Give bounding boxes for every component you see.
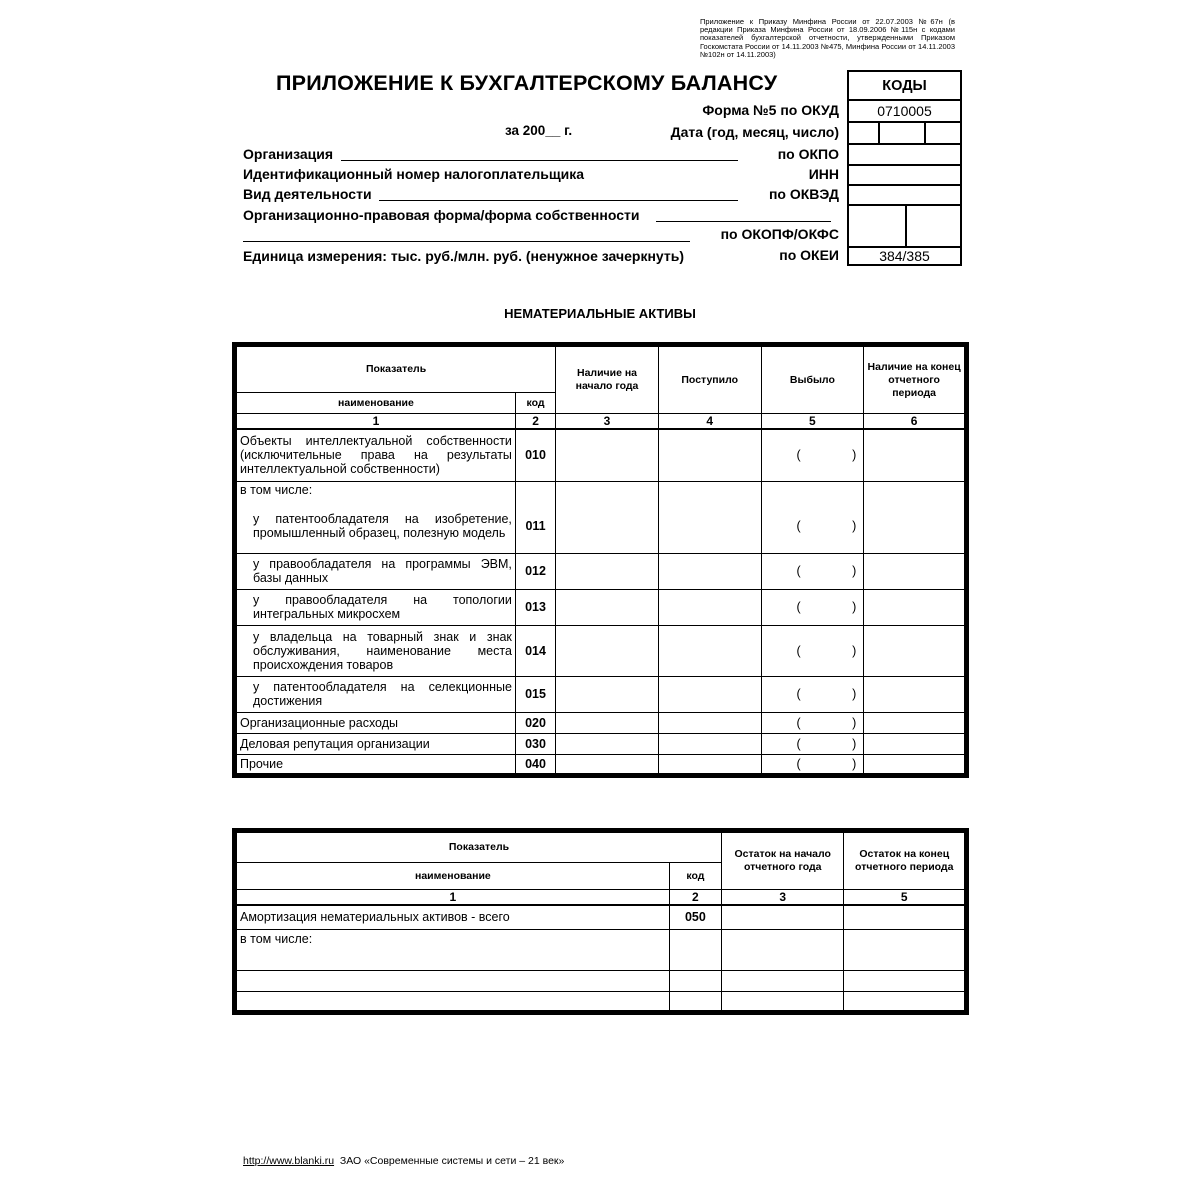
codes-title: КОДЫ — [882, 78, 927, 94]
okpo-label: по ОКПО — [777, 146, 839, 162]
value-cell[interactable] — [556, 733, 659, 754]
table-row — [235, 625, 967, 676]
row-name: Объекты интеллектуальной собственности (исключительные права на результаты интеллектуальной собственности) — [235, 429, 516, 481]
code-header: код — [669, 863, 721, 890]
row-code: 030 — [515, 733, 555, 754]
row-code: 050 — [669, 905, 721, 929]
value-cell[interactable] — [658, 733, 761, 754]
value-cell[interactable] — [864, 754, 967, 775]
okei-code: 384/385 — [879, 248, 930, 264]
row-name: у правообладателя на программы ЭВМ, базы данных — [235, 553, 516, 589]
row-name: Прочие — [235, 754, 516, 775]
value-cell[interactable] — [761, 429, 864, 481]
value-cell[interactable] — [556, 676, 659, 712]
row-code: 013 — [515, 589, 555, 625]
okud-label: Форма №5 по ОКУД — [702, 102, 839, 118]
value-cell[interactable] — [556, 754, 659, 775]
value-cell[interactable] — [864, 429, 967, 481]
paren-close: ) — [852, 736, 857, 751]
value-cell[interactable] — [864, 589, 967, 625]
value-cell[interactable] — [761, 625, 864, 676]
value-cell[interactable] — [721, 991, 844, 1012]
row-name: Организационные расходы — [235, 712, 516, 733]
legal-form-input-line-2[interactable] — [243, 241, 690, 242]
table-row — [235, 712, 967, 733]
paren-close: ) — [852, 756, 857, 771]
paren-close: ) — [852, 600, 857, 614]
value-cell[interactable] — [658, 676, 761, 712]
value-cell[interactable] — [844, 929, 967, 970]
row-name: у правообладателя на топологии интегральных микросхем — [235, 589, 516, 625]
row-code: 020 — [515, 712, 555, 733]
value-cell[interactable] — [864, 499, 967, 553]
table-row — [235, 991, 967, 1012]
value-cell[interactable] — [761, 754, 864, 775]
okei-label: по ОКЕИ — [779, 247, 839, 263]
row-name: Амортизация нематериальных активов - всего — [235, 905, 670, 929]
footer-link[interactable]: http://www.blanki.ru — [243, 1155, 335, 1167]
paren-open: ( — [796, 600, 801, 614]
column-number: 5 — [761, 414, 864, 430]
received-header: Поступило — [658, 345, 761, 414]
footer-company: ЗАО «Современные системы и сети – 21 век» — [339, 1155, 565, 1167]
paren-open: ( — [796, 518, 801, 533]
table-row — [235, 429, 967, 481]
paren-close: ) — [852, 564, 857, 578]
activity-input-line[interactable] — [379, 200, 738, 201]
value-cell[interactable] — [658, 499, 761, 553]
value-cell[interactable] — [658, 712, 761, 733]
row-code: 015 — [515, 676, 555, 712]
value-cell[interactable] — [864, 676, 967, 712]
indicator-header: Показатель — [235, 345, 556, 393]
column-number: 1 — [235, 414, 516, 430]
paren-open: ( — [796, 736, 801, 751]
start-year-header: Наличие на начало года — [556, 345, 659, 414]
organization-label: Организация — [243, 146, 334, 162]
form-title: ПРИЛОЖЕНИЕ К БУХГАЛТЕРСКОМУ БАЛАНСУ — [276, 71, 778, 95]
name-header: наименование — [235, 863, 670, 890]
organization-input-line[interactable] — [341, 160, 738, 161]
paren-close: ) — [852, 518, 857, 533]
table-row — [235, 676, 967, 712]
indicator-header: Показатель — [235, 831, 722, 863]
paren-open: ( — [796, 643, 801, 658]
paren-open: ( — [796, 756, 801, 771]
legal-form-input-line[interactable] — [656, 221, 831, 222]
table-row — [235, 905, 967, 929]
value-cell[interactable] — [761, 676, 864, 712]
value-cell[interactable] — [844, 991, 967, 1012]
okopf-label: по ОКОПФ/ОКФС — [720, 226, 839, 242]
paren-close: ) — [852, 448, 857, 463]
value-cell[interactable] — [658, 429, 761, 481]
unit-label: Единица измерения: тыс. руб./млн. руб. (ненужное зачеркнуть) — [243, 248, 684, 264]
activity-label: Вид деятельности — [243, 186, 372, 202]
value-cell[interactable] — [658, 754, 761, 775]
value-cell[interactable] — [721, 905, 844, 929]
value-cell[interactable] — [864, 625, 967, 676]
column-number: 1 — [235, 890, 670, 906]
paren-close: ) — [852, 643, 857, 658]
table-row — [235, 929, 967, 970]
table-row — [235, 589, 967, 625]
date-label: Дата (год, месяц, число) — [670, 124, 839, 140]
row-code: 010 — [515, 429, 555, 481]
value-cell[interactable] — [721, 929, 844, 970]
paren-open: ( — [796, 687, 801, 701]
column-number: 2 — [515, 414, 555, 430]
codes-box — [847, 70, 962, 266]
okved-label: по ОКВЭД — [768, 186, 839, 202]
row-name[interactable] — [235, 991, 670, 1012]
row-name[interactable] — [235, 970, 670, 991]
regulation-note: Приложение к Приказу Минфина России от 22.07.2003 №67н (в редакции Приказа Минфина России от 18.09.2006 №115н с кодами показателей бухгалтерской отчетности, утвержденными Приказом Госкомстата России от 14.11.2003 №475, Минфина России от 14.11.2003 №102н от 14.11.2003) — [700, 17, 955, 59]
row-code[interactable] — [669, 991, 721, 1012]
row-code: 040 — [515, 754, 555, 775]
table-row — [235, 499, 967, 553]
inn-label: ИНН — [808, 166, 839, 182]
paren-close: ) — [852, 687, 857, 701]
start-balance-header: Остаток на начало отчетного года — [721, 831, 844, 890]
value-cell[interactable] — [658, 589, 761, 625]
column-number: 5 — [844, 890, 967, 906]
column-number: 3 — [721, 890, 844, 906]
amortization-table — [232, 828, 969, 1015]
row-name: у патентообладателя на селекционные достижения — [235, 676, 516, 712]
section-title: НЕМАТЕРИАЛЬНЫЕ АКТИВЫ — [504, 306, 696, 321]
okud-code: 0710005 — [877, 103, 932, 119]
name-header: наименование — [235, 393, 516, 414]
column-number: 2 — [669, 890, 721, 906]
value-cell[interactable] — [761, 733, 864, 754]
row-name: у патентообладателя на изобретение, промышленный образец, полезную модель — [235, 499, 516, 553]
value-cell[interactable] — [761, 589, 864, 625]
row-code: 012 — [515, 553, 555, 589]
value-cell[interactable] — [556, 429, 659, 481]
disposed-header: Выбыло — [761, 345, 864, 414]
value-cell[interactable] — [864, 712, 967, 733]
table-row — [235, 970, 967, 991]
row-code: 011 — [515, 499, 555, 553]
intangible-assets-table — [232, 342, 969, 778]
value-cell[interactable] — [556, 589, 659, 625]
table-row — [235, 733, 967, 754]
row-name: Деловая репутация организации — [235, 733, 516, 754]
column-number: 3 — [556, 414, 659, 430]
period-label: за 200__ г. — [505, 123, 573, 138]
row-code — [669, 929, 721, 970]
value-cell[interactable] — [864, 733, 967, 754]
row-name: в том числе: — [235, 929, 670, 970]
row-code: 014 — [515, 625, 555, 676]
value-cell[interactable] — [658, 553, 761, 589]
table-row — [235, 481, 967, 499]
value-cell[interactable] — [761, 712, 864, 733]
value-cell[interactable] — [658, 625, 761, 676]
row-name: в том числе: — [235, 481, 516, 499]
end-period-header: Наличие на конец отчетного периода — [864, 345, 967, 414]
value-cell[interactable] — [556, 712, 659, 733]
row-name: у владельца на товарный знак и знак обслуживания, наименование места происхождения товаров — [235, 625, 516, 676]
value-cell[interactable] — [556, 499, 659, 553]
paren-open: ( — [796, 448, 801, 463]
value-cell[interactable] — [844, 970, 967, 991]
table-row — [235, 754, 967, 775]
value-cell[interactable] — [844, 905, 967, 929]
inn-text: Идентификационный номер налогоплательщика — [243, 166, 585, 182]
value-cell[interactable] — [864, 553, 967, 589]
end-balance-header: Остаток на конец отчетного периода — [844, 831, 967, 890]
paren-open: ( — [796, 715, 801, 730]
column-number: 4 — [658, 414, 761, 430]
legal-form-label: Организационно-правовая форма/форма собственности — [243, 207, 640, 223]
code-header: код — [515, 393, 555, 414]
paren-close: ) — [852, 715, 857, 730]
footer — [243, 1155, 564, 1167]
value-cell[interactable] — [556, 625, 659, 676]
value-cell[interactable] — [556, 553, 659, 589]
value-cell[interactable] — [761, 553, 864, 589]
row-code[interactable] — [669, 970, 721, 991]
table-row — [235, 553, 967, 589]
value-cell[interactable] — [761, 499, 864, 553]
paren-open: ( — [796, 564, 801, 578]
value-cell[interactable] — [721, 970, 844, 991]
column-number: 6 — [864, 414, 967, 430]
